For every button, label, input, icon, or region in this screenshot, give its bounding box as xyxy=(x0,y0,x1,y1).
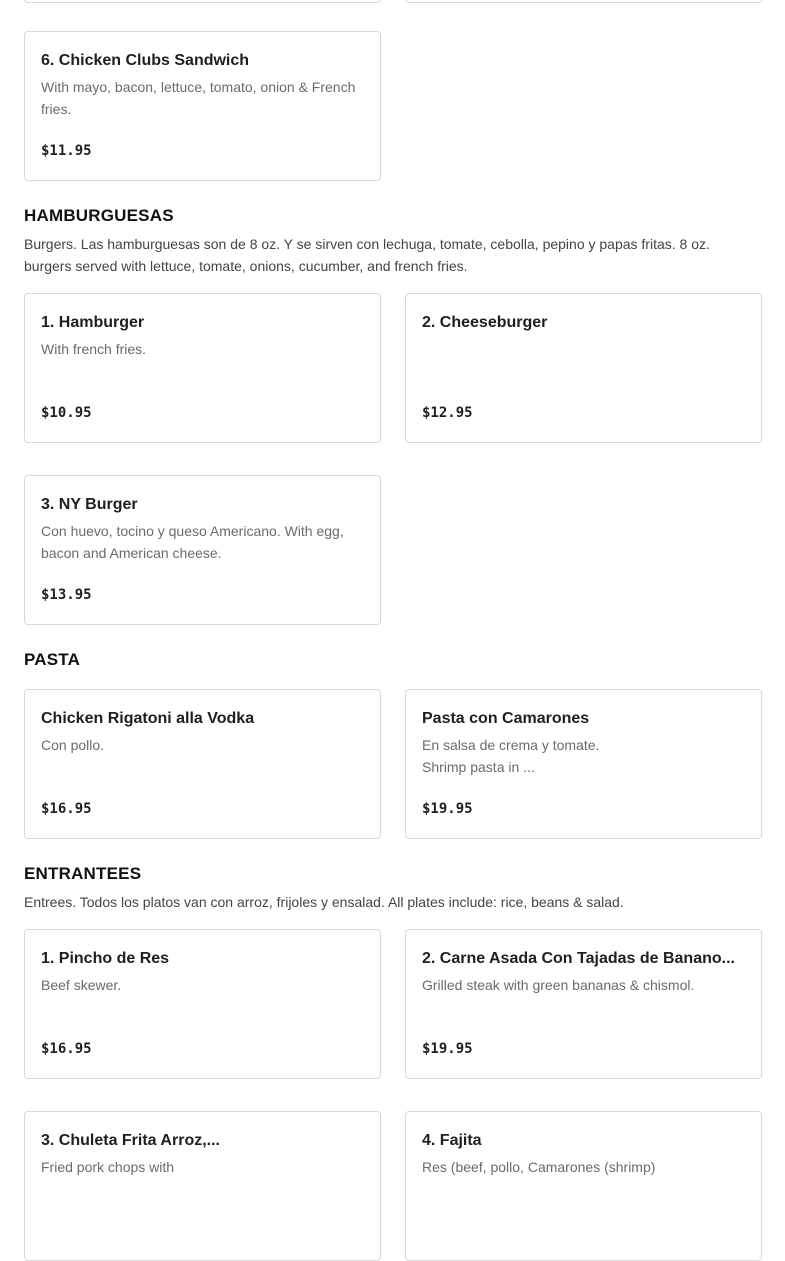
item-name: 1. Pincho de Res xyxy=(41,950,170,967)
item-description: Grilled steak with green bananas & chismol. xyxy=(422,977,695,993)
item-description: Con pollo. xyxy=(41,737,105,753)
item-name: Pasta con Camarones xyxy=(422,710,590,727)
menu-item-card-partial[interactable] xyxy=(24,0,381,3)
item-price: $19.95 xyxy=(422,801,473,817)
section-title-hamburguesas: HAMBURGUESAS xyxy=(24,206,174,225)
item-price: $16.95 xyxy=(41,1041,92,1057)
item-price: $11.95 xyxy=(41,143,92,159)
item-description: En salsa de crema y tomate. Shrimp pasta in ... xyxy=(422,737,600,775)
menu-item-card-partial[interactable] xyxy=(405,0,762,3)
menu-item-card[interactable] xyxy=(24,31,381,181)
section-title-pasta: PASTA xyxy=(24,650,81,669)
menu-item-card[interactable] xyxy=(24,689,381,839)
menu-item-card[interactable] xyxy=(24,929,381,1079)
menu-item-card[interactable] xyxy=(405,689,762,839)
item-name: 3. Chuleta Frita Arroz,... xyxy=(41,1132,220,1149)
item-name: 2. Carne Asada Con Tajadas de Banano... xyxy=(422,950,735,967)
item-name: 6. Chicken Clubs Sandwich xyxy=(41,52,250,69)
section-title-entrantees: ENTRANTEES xyxy=(24,864,142,883)
item-description: With french fries. xyxy=(41,341,147,357)
item-name: Chicken Rigatoni alla Vodka xyxy=(41,710,255,727)
section-description-entrantees: Entrees. Todos los platos van con arroz, frijoles y ensalad. All plates include: rice, beans & salad. xyxy=(24,894,624,910)
item-name: 3. NY Burger xyxy=(41,496,138,513)
item-name: 2. Cheeseburger xyxy=(422,314,548,331)
menu-item-card[interactable] xyxy=(24,293,381,443)
item-description: Fried pork chops with xyxy=(41,1159,175,1175)
item-name: 1. Hamburger xyxy=(41,314,145,331)
menu-item-card[interactable] xyxy=(405,929,762,1079)
item-price: $19.95 xyxy=(422,1041,473,1057)
item-price: $16.95 xyxy=(41,801,92,817)
item-description: Res (beef, pollo, Camarones (shrimp) xyxy=(422,1159,656,1175)
item-name: 4. Fajita xyxy=(422,1132,482,1149)
menu-item-card[interactable] xyxy=(24,475,381,625)
item-description: Con huevo, tocino y queso Americano. With egg, bacon and American cheese. xyxy=(41,523,344,561)
section-description-hamburguesas: Burgers. Las hamburguesas son de 8 oz. Y se sirven con lechuga, tomate, cebolla, pepino y papas fritas. 8 oz. burgers served with lettuce, tomate, onions, cucumber, and french fries. xyxy=(24,236,710,274)
item-price: $10.95 xyxy=(41,405,92,421)
menu-item-card[interactable] xyxy=(24,1111,381,1261)
item-price: $13.95 xyxy=(41,587,92,603)
menu-item-card[interactable] xyxy=(405,293,762,443)
item-price: $12.95 xyxy=(422,405,473,421)
menu-item-card[interactable] xyxy=(405,1111,762,1261)
item-description: With mayo, bacon, lettuce, tomato, onion & French fries. xyxy=(41,79,356,117)
item-description: Beef skewer. xyxy=(41,977,122,993)
